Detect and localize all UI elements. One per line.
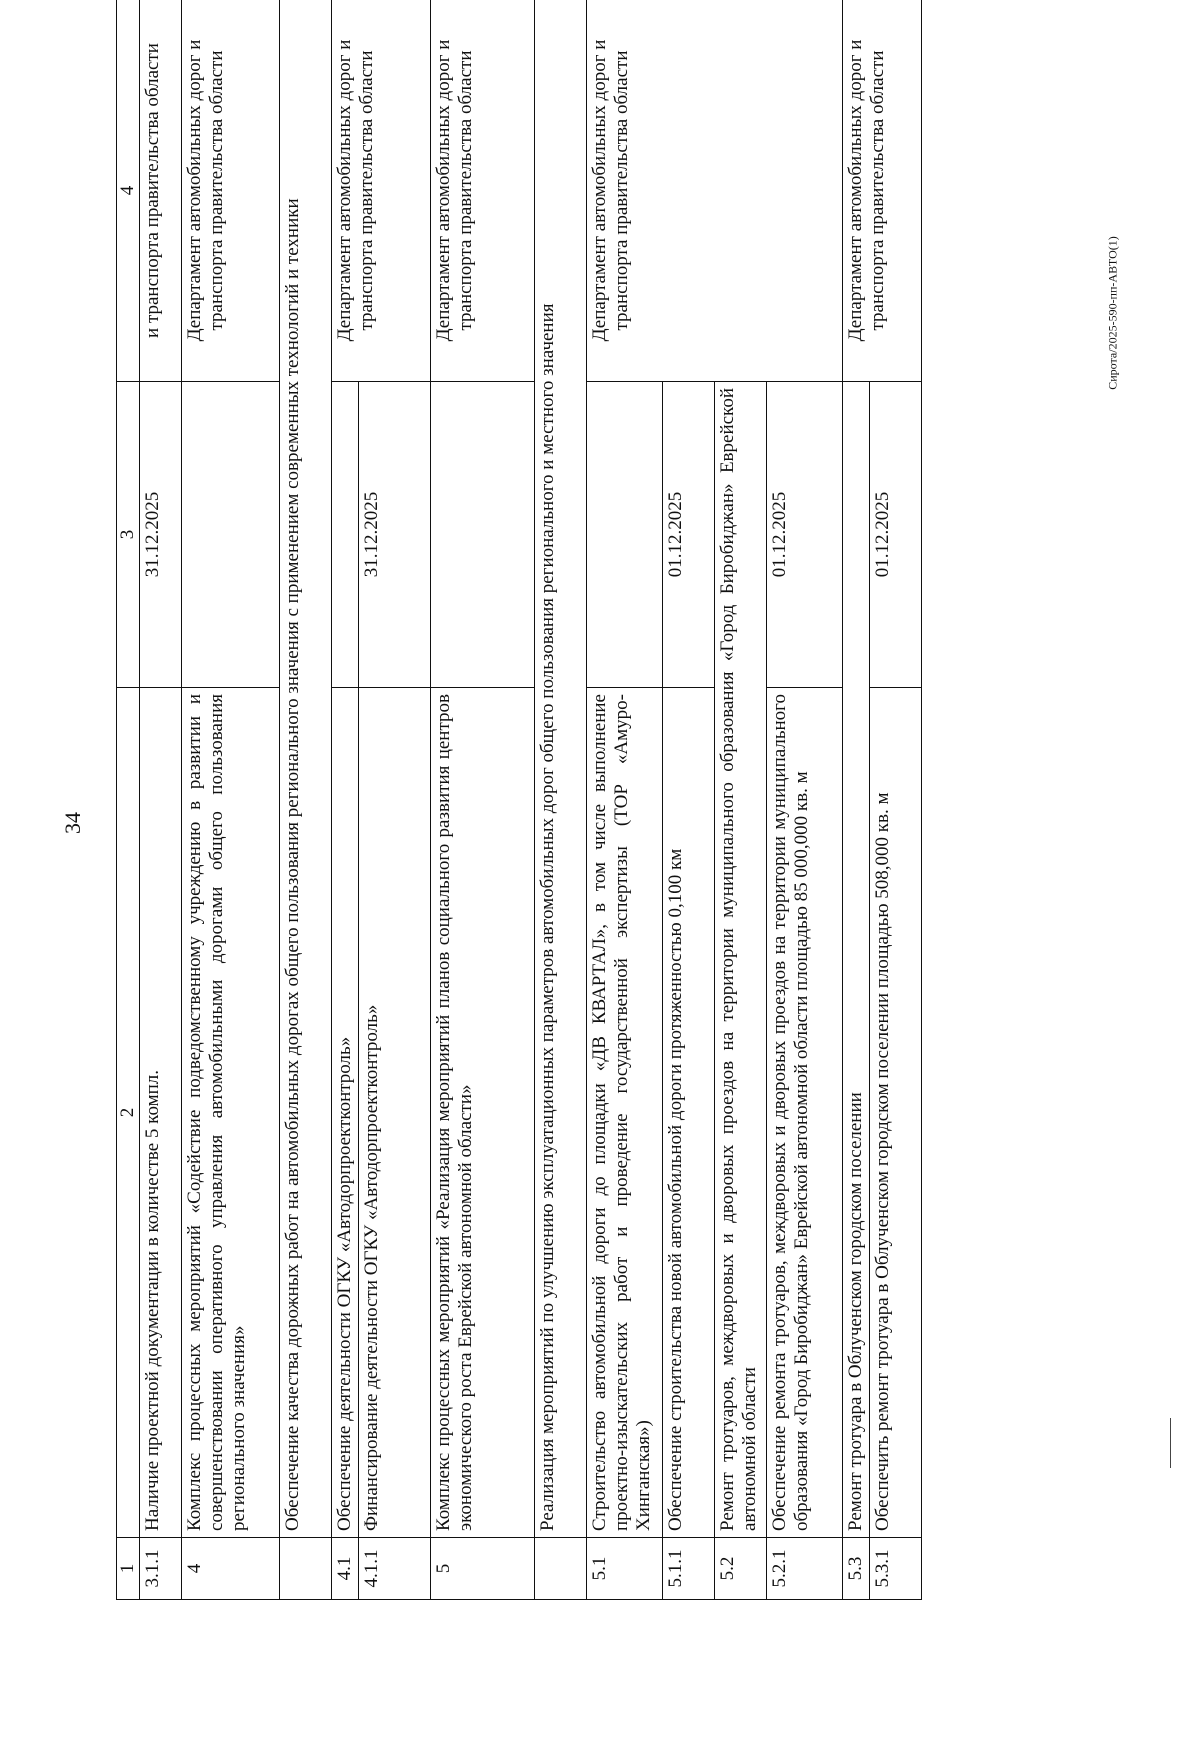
row-text: Обеспечение деятельности ОГКУ «Автодорпроектконтроль» <box>332 688 359 1538</box>
table-row <box>431 0 535 1600</box>
row-number: 5 <box>431 1538 535 1600</box>
row-number: 5.3.1 <box>870 1538 922 1600</box>
document-code-text: Сирота/2025-590-пп-АВТО(1) <box>1105 236 1120 390</box>
table-row <box>332 0 359 1600</box>
measures-table <box>116 0 922 1600</box>
row-number: 5.1 <box>587 1538 663 1600</box>
row-number <box>280 1538 332 1600</box>
row-text: Обеспечение ремонта тротуаров, междворовых и дворовых проездов на территории муниципального образования «Город Биробиджан» Еврейской автономной области площадью 85 000,000 кв. м <box>767 688 843 1538</box>
row-responsible: Департамент автомобильных дорог и транспорта правительства области <box>587 0 843 382</box>
row-number: 4 <box>182 1538 280 1600</box>
row-number: 5.3 <box>843 1538 870 1600</box>
header-row <box>117 0 140 1600</box>
row-number <box>535 1538 587 1600</box>
row-text: Обеспечить ремонт тротуара в Облученском городском поселении площадью 508,000 кв. м <box>870 688 922 1538</box>
row-date: 01.12.2025 <box>870 382 922 688</box>
row-responsible: Департамент автомобильных дорог и транспорта правительства области <box>332 0 431 382</box>
row-date: 01.12.2025 <box>663 382 715 688</box>
margin-mark <box>1170 1418 1171 1468</box>
row-text: Комплекс процессных мероприятий «Содействие подведомственному учреждению в развитии и совершенствовании оперативного управления автомобильными дорогами общего пользования регионального значения» <box>182 688 280 1538</box>
row-number: 5.1.1 <box>663 1538 715 1600</box>
header-cell: 3 <box>117 382 140 688</box>
row-number: 3.1.1 <box>140 1538 182 1600</box>
row-date <box>182 382 280 688</box>
row-date: 31.12.2025 <box>140 382 182 688</box>
row-responsible: и транспорта правительства области <box>140 0 182 382</box>
table-row <box>280 0 332 1600</box>
table-row <box>140 0 182 1600</box>
document-code <box>1096 188 1130 438</box>
row-responsible: Департамент автомобильных дорог и транспорта правительства области <box>843 0 922 382</box>
row-text: Комплекс процессных мероприятий «Реализация мероприятий планов социального развития центров экономического роста Еврейской автономной области» <box>431 688 535 1538</box>
row-text: Ремонт тротуара в Облученском городском поселении <box>843 382 870 1538</box>
header-cell: 4 <box>117 0 140 382</box>
row-section-title: Реализация мероприятий по улучшению эксплуатационных параметров автомобильных дорог общего пользования регионального и местного значения <box>535 0 587 1538</box>
row-number: 4.1 <box>332 1538 359 1600</box>
table-row <box>182 0 280 1600</box>
row-text: Обеспечение строительства новой автомобильной дороги протяженностью 0,100 км <box>663 688 715 1538</box>
row-date <box>431 382 535 688</box>
table-row <box>843 0 870 1600</box>
page-number: 34 <box>60 812 85 834</box>
row-number: 5.2.1 <box>767 1538 843 1600</box>
row-text: Ремонт тротуаров, междворовых и дворовых проездов на территории муниципального образования «Город Биробиджан» Еврейской автономной области <box>715 382 767 1538</box>
row-date <box>332 382 359 688</box>
row-text: Финансирование деятельности ОГКУ «Автодорпроектконтроль» <box>359 688 431 1538</box>
header-cell: 1 <box>117 1538 140 1600</box>
row-date: 31.12.2025 <box>359 382 431 688</box>
row-text: Строительство автомобильной дороги до площадки «ДВ КВАРТАЛ», в том числе выполнение проектно-изыскательских работ и проведение государственной экспертизы (ТОР «Амуро-Хинганская») <box>587 688 663 1538</box>
header-cell: 2 <box>117 688 140 1538</box>
table-row <box>587 0 663 1600</box>
row-section-title: Обеспечение качества дорожных работ на автомобильных дорогах общего пользования регионального значения с применением современных технологий и техники <box>280 0 332 1538</box>
row-date: 01.12.2025 <box>767 382 843 688</box>
row-responsible: Департамент автомобильных дорог и транспорта правительства области <box>431 0 535 382</box>
row-number: 4.1.1 <box>359 1538 431 1600</box>
rotated-table-wrapper <box>116 0 1096 1600</box>
row-text: Наличие проектной документации в количестве 5 компл. <box>140 688 182 1538</box>
row-responsible: Департамент автомобильных дорог и транспорта правительства области <box>182 0 280 382</box>
row-date <box>587 382 663 688</box>
table-row <box>535 0 587 1600</box>
row-number: 5.2 <box>715 1538 767 1600</box>
